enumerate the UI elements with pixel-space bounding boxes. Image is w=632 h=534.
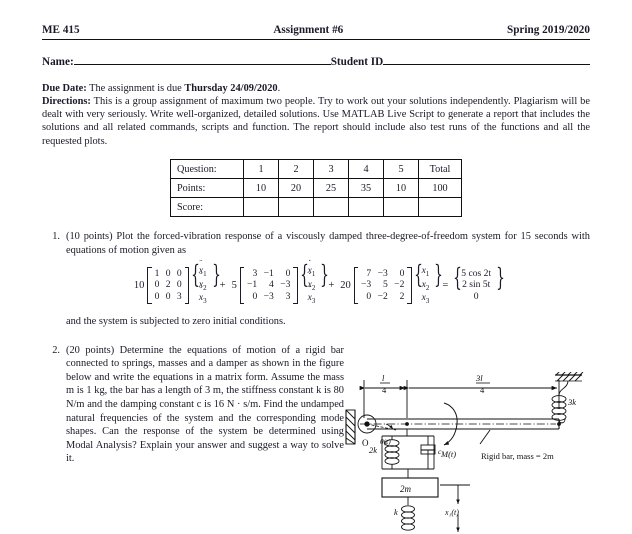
matrix-cell: 3 (252, 267, 258, 279)
label-theta: θ(t) (380, 437, 391, 446)
brace-right-icon: } (211, 260, 221, 290)
problem-2-number: 2. (52, 344, 60, 356)
matrix-cell: 0 (399, 267, 405, 279)
table-cell-score[interactable] (279, 198, 314, 217)
rigid-bar-leader (480, 430, 490, 444)
problem-1 (42, 230, 590, 257)
grade-table (170, 159, 462, 217)
problem-1-number: 1. (52, 231, 60, 243)
brace-left-icon: { (453, 262, 463, 292)
table-cell-score[interactable] (384, 198, 419, 217)
label-spring-3k: 3k (568, 397, 577, 407)
matrix-cell: −2 (377, 291, 388, 303)
document-header (42, 24, 590, 40)
matrix-cell: 5 (383, 279, 388, 291)
bar-node-quarter (405, 422, 409, 426)
course-code: ME 415 (42, 24, 80, 36)
bar-node-end (557, 422, 561, 426)
name-label: Name: (42, 55, 74, 68)
matrix-cell: 0 (154, 279, 160, 291)
equals-operator: = (442, 279, 449, 291)
table-row-label: Question: (171, 160, 244, 179)
label-rigid-bar: Rigid bar, mass = 2m (481, 451, 554, 461)
force-component: 0 (473, 291, 479, 303)
matrix-cell: 2 (399, 291, 405, 303)
due-date-text-post: . (277, 82, 281, 94)
label-moment: M(t) (441, 449, 457, 459)
stiffness-coefficient: 20 (340, 279, 351, 291)
brace-left-icon: { (413, 260, 423, 290)
matrix-cell: −2 (394, 279, 405, 291)
spring-3k (552, 381, 568, 423)
matrix-cell: 2 (165, 279, 171, 291)
table-cell: 1 (244, 160, 279, 179)
problem-2-points: (20 points) (66, 344, 115, 356)
matrix-cell: 0 (154, 291, 160, 303)
velocity-vector: { x $˙_1$ x $˙_2$ x $˙_3$ } (300, 264, 324, 306)
table-cell-total: 100 (419, 179, 462, 198)
damping-matrix (240, 267, 298, 304)
problem-1-statement: Plot the forced-vibration response of a viscously damped three-degree-of-freedom system for 15 seconds with equations of motion given as (66, 231, 590, 256)
dimension-lines (364, 380, 559, 418)
due-date-label: Due Date: (42, 82, 87, 94)
directions-label: Directions: (42, 95, 91, 107)
table-cell-score[interactable] (244, 198, 279, 217)
displacement-vector: { $x_1$ $x_2$ $x_3$ } (413, 260, 444, 305)
table-row (171, 160, 462, 179)
table-cell: 3 (314, 160, 349, 179)
table-row-label: Points: (171, 179, 244, 198)
matrix-cell: 0 (165, 267, 171, 279)
mass-coefficient: 10 (133, 279, 145, 291)
student-id-label: Student ID (330, 55, 384, 68)
table-cell: 5 (384, 160, 419, 179)
label-quarter-l-numerator: l (382, 373, 385, 383)
matrix-cell: 0 (176, 267, 182, 279)
label-pivot-O: O (362, 438, 369, 448)
due-date-paragraph (42, 82, 590, 95)
figure-svg (344, 372, 612, 534)
rigid-bar (360, 419, 559, 429)
table-cell: 2 (279, 160, 314, 179)
page-title: Assignment #6 (273, 24, 344, 36)
problem-1-footer (42, 315, 590, 329)
table-cell-total: Total (419, 160, 462, 179)
due-date-value: Thursday 24/09/2020 (184, 82, 278, 94)
label-spring-k: k (394, 507, 398, 517)
plus-operator-1: + (219, 279, 226, 291)
matrix-cell: 0 (176, 279, 182, 291)
label-damper-c: c (438, 447, 442, 456)
table-cell: 35 (349, 179, 384, 198)
equation-of-motion (42, 260, 590, 306)
matrix-cell: 3 (285, 291, 291, 303)
label-three-quarter-l-denominator: 4 (480, 385, 485, 395)
label-x1: x₁(t) (445, 508, 459, 517)
table-cell: 20 (279, 179, 314, 198)
matrix-cell: −1 (263, 267, 274, 279)
table-row (171, 179, 462, 198)
matrix-cell: 4 (269, 279, 274, 291)
name-input-rule[interactable] (74, 53, 331, 65)
spring-k (402, 497, 415, 530)
table-cell: 25 (314, 179, 349, 198)
term-label: Spring 2019/2020 (506, 24, 590, 36)
mechanical-system-figure (344, 372, 612, 534)
label-three-quarter-l-numerator: 3l (476, 373, 483, 383)
table-cell-score[interactable] (349, 198, 384, 217)
grade-table-wrapper (42, 159, 590, 217)
matrix-cell: −3 (377, 267, 388, 279)
label-mass-2m: 2m (400, 484, 411, 494)
student-id-input-rule[interactable] (383, 53, 590, 65)
matrix-cell: 1 (154, 267, 160, 279)
table-cell: 10 (384, 179, 419, 198)
brace-right-icon: } (496, 262, 505, 292)
acceleration-vector: { x $¨_1$ x $¨_2$ x $¨_3$ } (191, 264, 215, 306)
brace-right-icon: } (434, 260, 444, 290)
matrix-cell: −3 (263, 291, 274, 303)
matrix-cell: −3 (280, 279, 291, 291)
mass-matrix (147, 267, 189, 304)
brace-left-icon: { (191, 260, 200, 290)
table-row (171, 198, 462, 217)
label-spring-2k: 2k (369, 445, 378, 455)
problem-2-statement: Determine the equations of motion of a rigid bar connected to springs, masses and a damper as shown in the figure below and write the equations in a matrix form. Assume the mass m is 1 kg, the bar has a length of 3 m, the stiffness constant k is 80 N/m and the damping constant c is 16 N · s/m. Find the undamped natural frequencies of the system and the corresponding mode shapes. Can the response of the system be determined using Modal Analysis? Explain your answer and suggest a way to solve it. (66, 344, 344, 465)
directions-text: This is a group assignment of maximum two people. Try to work out your solutions independently. Plagiarism will be dealt with very seriously. Write well-organized, detailed solutions. Use MATLAB Live Script to generate a report that includes the solutions and all related commands, scripts and function. The report should include also test runs of the functions and all the requested plots. (42, 95, 590, 147)
problem-1-text (66, 230, 590, 257)
matrix-cell: 0 (252, 291, 258, 303)
matrix-cell: 0 (285, 267, 291, 279)
force-component: 2 sin 5t (462, 279, 491, 291)
matrix-cell: −3 (360, 279, 372, 291)
matrix-cell: 7 (366, 267, 372, 279)
damping-coefficient: 5 (231, 279, 237, 291)
table-cell: 4 (349, 160, 384, 179)
ceiling-support (555, 372, 583, 381)
problem-2-text (66, 344, 344, 466)
force-vector (453, 262, 505, 304)
force-component: 5 cos 2t (461, 267, 492, 279)
directions-paragraph (42, 95, 590, 148)
table-row-label: Score: (171, 198, 244, 217)
brace-left-icon: { (299, 260, 309, 290)
table-cell: 10 (244, 179, 279, 198)
due-date-text-pre: The assignment is due (86, 82, 185, 94)
stiffness-matrix (354, 267, 412, 304)
brace-right-icon: } (320, 260, 330, 290)
table-cell-score[interactable] (314, 198, 349, 217)
label-quarter-l-denominator: 4 (382, 385, 387, 395)
problem-1-points: (10 points) (66, 231, 113, 243)
plus-operator-2: + (328, 279, 335, 291)
matrix-cell: 0 (366, 291, 372, 303)
wall-support (346, 410, 355, 444)
matrix-cell: −1 (247, 279, 258, 291)
name-student-id-row (42, 53, 590, 68)
matrix-cell: 0 (165, 291, 171, 303)
problem-1-footer-text: and the system is subjected to zero initial conditions. (66, 316, 286, 328)
table-cell-score-total[interactable] (419, 198, 462, 217)
matrix-cell: 3 (176, 291, 182, 303)
